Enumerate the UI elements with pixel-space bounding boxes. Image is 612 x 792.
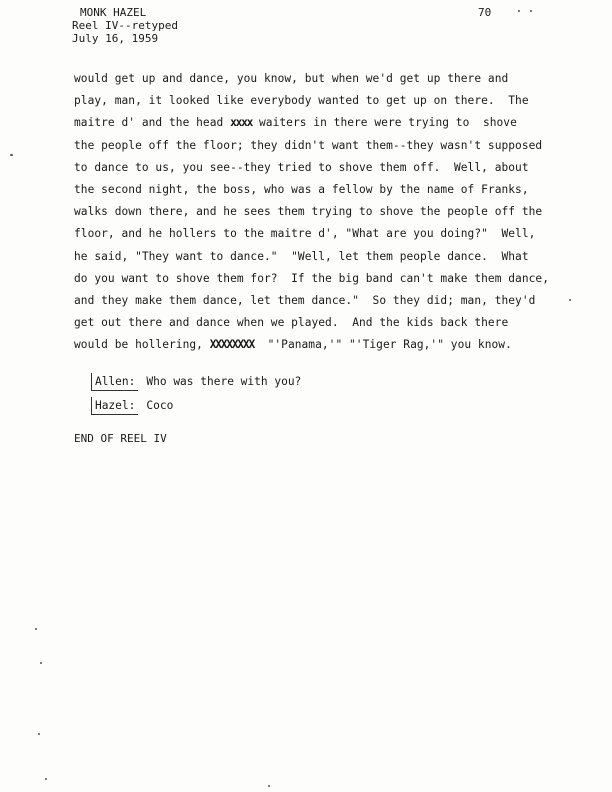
document-header (72, 6, 178, 45)
scan-speck (518, 10, 520, 12)
struck-out-text: XXXXXXXX (209, 338, 255, 352)
transcript-line: get out there and dance when we played. And the kids back there (74, 316, 509, 330)
speech-text-hazel: Coco (146, 399, 174, 412)
transcript-line: to dance to us, you see--they tried to shove them off. Well, about (74, 160, 529, 174)
scan-speck (40, 662, 42, 664)
scan-speck (35, 628, 37, 630)
transcript-line: would be hollering, XXXXXXXX "'Panama,'" "'Tiger Rag,'" you know. (74, 338, 512, 352)
struck-out-text: xxxx (230, 116, 253, 130)
end-of-reel-note: END OF REEL IV (74, 432, 167, 445)
transcript-line: floor, and he hollers to the maitre d', "What are you doing?" Well, (74, 227, 536, 241)
speaker-label-allen: Allen: (91, 373, 138, 391)
scan-speck (45, 778, 47, 780)
transcript-line: the people off the floor; they didn't want them--they wasn't supposed (74, 138, 543, 152)
interviewee-name: MONK HAZEL (80, 6, 147, 19)
scan-speck (10, 154, 13, 156)
transcript-line: maitre d' and the head xxxx waiters in there were trying to shove (74, 116, 517, 130)
scan-speck (268, 785, 270, 787)
transcript-line: would get up and dance, you know, but when we'd get up there and (74, 72, 509, 85)
speaker-label-hazel: Hazel: (91, 397, 138, 415)
scan-speck (530, 10, 532, 12)
transcript-line: play, man, it looked like everybody wanted to get up on there. The (74, 94, 529, 108)
dialogue-line-hazel (64, 384, 544, 428)
page-number: 70 (478, 6, 492, 19)
transcript-line: he said, "They want to dance." "Well, let them people dance. What (74, 249, 529, 263)
speech-text-allen: Who was there with you? (146, 375, 302, 388)
transcript-body (74, 68, 549, 356)
transcript-line: walks down there, and he sees them trying to shove the people off the (74, 205, 543, 219)
transcript-line: and they make them dance, let them dance." So they did; man, they'd (74, 293, 536, 307)
transcript-line: do you want to shove them for? If the big band can't make them dance, (74, 271, 549, 285)
reel-label: Reel IV--retyped (72, 19, 178, 32)
transcript-line: the second night, the boss, who was a fellow by the name of Franks, (74, 182, 529, 196)
interview-date: July 16, 1959 (72, 32, 159, 45)
scan-speck (569, 299, 571, 301)
scan-speck (38, 733, 40, 735)
